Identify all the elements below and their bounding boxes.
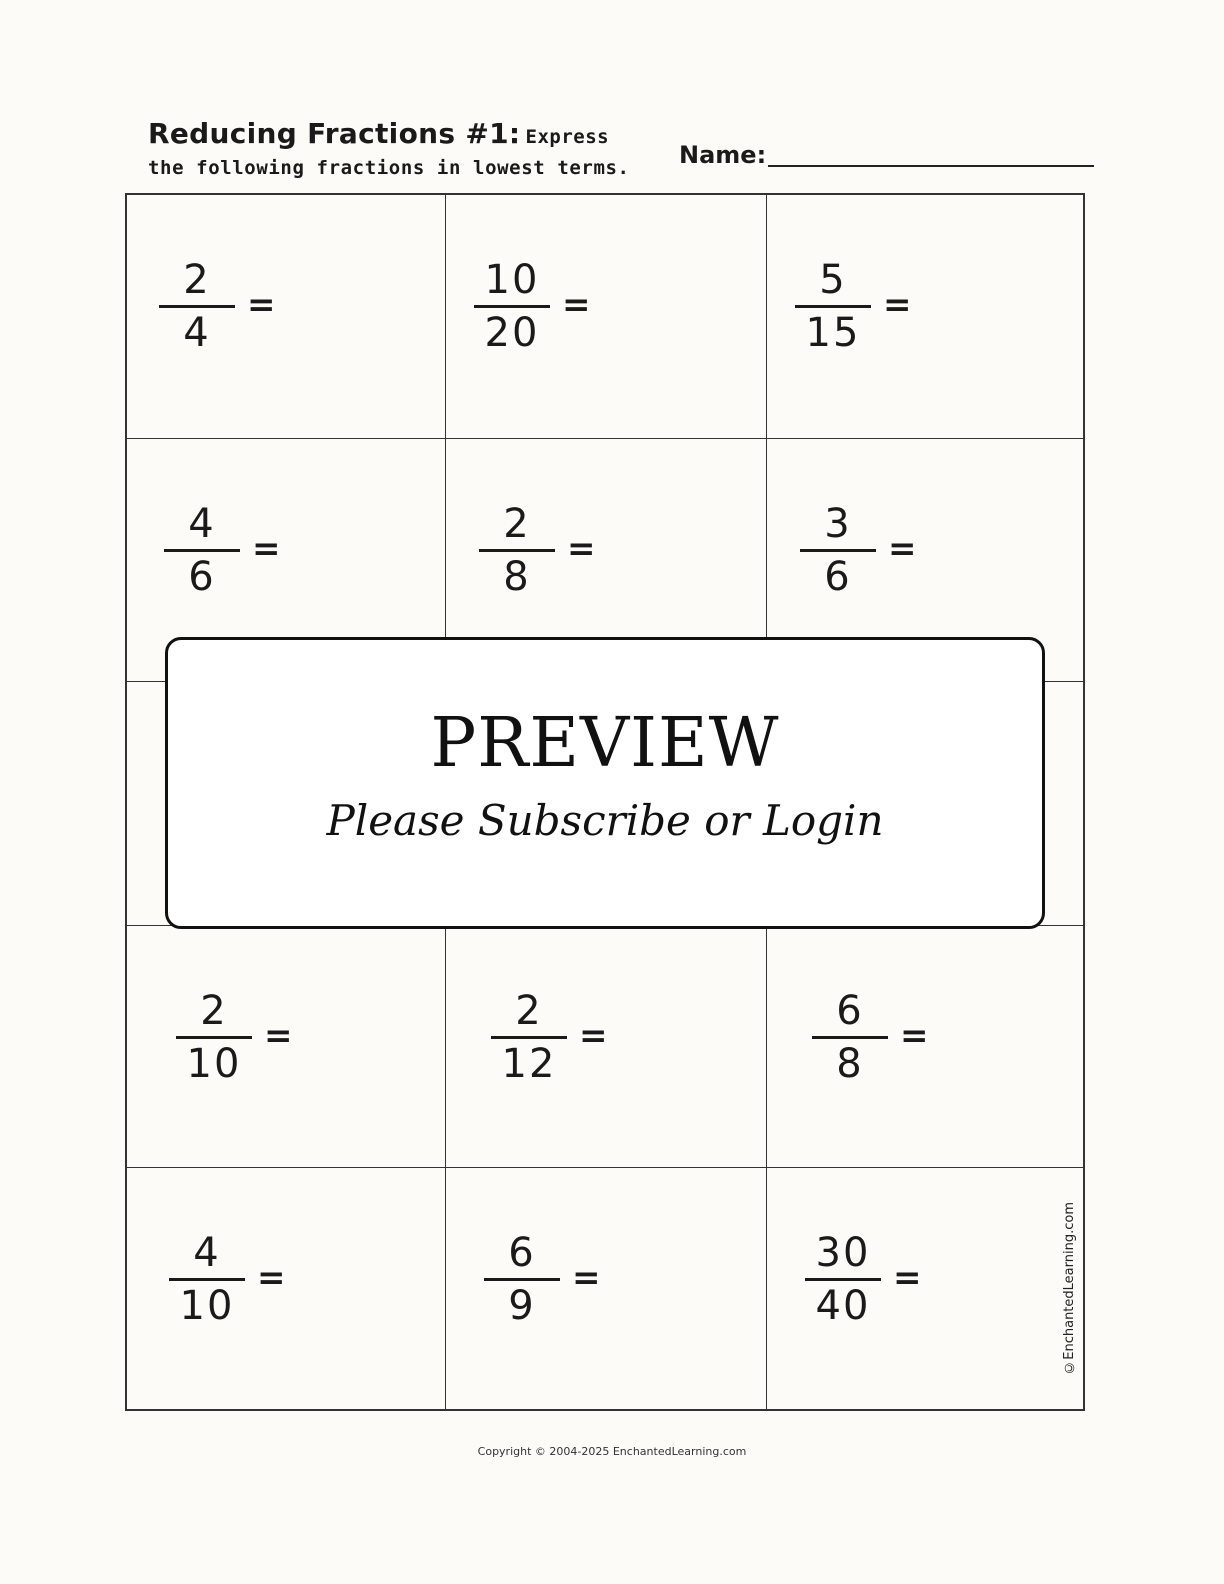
equals-sign: = — [562, 284, 591, 325]
denominator: 10 — [179, 1283, 235, 1329]
equals-sign: = — [893, 1257, 922, 1298]
numerator: 4 — [193, 1230, 221, 1276]
equals-sign: = — [567, 528, 596, 569]
problem-cell — [446, 1168, 767, 1409]
fraction-bar — [812, 1036, 888, 1039]
problem-cell — [127, 195, 446, 439]
numerator: 5 — [819, 257, 847, 303]
subscribe-login-prompt[interactable]: Please Subscribe or Login — [326, 796, 884, 845]
equals-sign: = — [264, 1015, 293, 1056]
numerator: 4 — [188, 501, 216, 547]
fraction — [484, 1230, 601, 1329]
denominator: 8 — [836, 1041, 864, 1087]
fraction — [805, 1230, 922, 1329]
equals-sign: = — [572, 1257, 601, 1298]
fraction-bar — [169, 1278, 245, 1281]
fraction-bar — [805, 1278, 881, 1281]
fraction — [491, 988, 608, 1087]
fraction — [159, 257, 276, 356]
fraction-bar — [479, 549, 555, 552]
denominator: 4 — [183, 310, 211, 356]
equals-sign: = — [900, 1015, 929, 1056]
worksheet-header — [148, 116, 668, 180]
problem-cell — [127, 1168, 446, 1409]
title-line — [148, 116, 668, 156]
numerator: 10 — [484, 257, 540, 303]
numerator: 6 — [508, 1230, 536, 1276]
fraction — [812, 988, 929, 1087]
equals-sign: = — [883, 284, 912, 325]
problem-cell — [767, 926, 1083, 1168]
equals-sign: = — [247, 284, 276, 325]
problem-cell — [127, 926, 446, 1168]
problem-cell — [767, 1168, 1083, 1409]
name-blank-line — [768, 165, 1094, 167]
fraction-bar — [491, 1036, 567, 1039]
numerator: 2 — [183, 257, 211, 303]
denominator: 40 — [815, 1283, 871, 1329]
side-copyright-watermark: ©EnchantedLearning.com — [1062, 1202, 1077, 1375]
fraction — [800, 501, 917, 600]
numerator: 6 — [836, 988, 864, 1034]
fraction — [164, 501, 281, 600]
denominator: 6 — [824, 554, 852, 600]
fraction — [176, 988, 293, 1087]
preview-overlay[interactable] — [165, 637, 1045, 929]
worksheet-title: Reducing Fractions #1: — [148, 117, 521, 150]
problem-cell — [767, 195, 1083, 439]
fraction — [169, 1230, 286, 1329]
fraction-bar — [474, 305, 550, 308]
fraction-bar — [800, 549, 876, 552]
preview-title: PREVIEW — [430, 704, 780, 783]
fraction-bar — [164, 549, 240, 552]
problem-cell — [446, 195, 767, 439]
equals-sign: = — [888, 528, 917, 569]
numerator: 2 — [503, 501, 531, 547]
equals-sign: = — [252, 528, 281, 569]
fraction — [795, 257, 912, 356]
fraction-bar — [176, 1036, 252, 1039]
problem-cell — [446, 926, 767, 1168]
fraction — [474, 257, 591, 356]
denominator: 6 — [188, 554, 216, 600]
instruction-text: the following fractions in lowest terms. — [148, 157, 630, 179]
footer-copyright: Copyright © 2004-2025 EnchantedLearning.com — [477, 1445, 747, 1458]
denominator: 20 — [484, 310, 540, 356]
fraction-bar — [795, 305, 871, 308]
fraction-bar — [159, 305, 235, 308]
denominator: 15 — [805, 310, 861, 356]
denominator: 8 — [503, 554, 531, 600]
numerator: 3 — [824, 501, 852, 547]
name-label: Name: — [679, 141, 767, 169]
fraction-bar — [484, 1278, 560, 1281]
name-field — [679, 140, 1094, 170]
denominator: 10 — [186, 1041, 242, 1087]
equals-sign: = — [579, 1015, 608, 1056]
fraction — [479, 501, 596, 600]
denominator: 12 — [501, 1041, 557, 1087]
numerator: 2 — [200, 988, 228, 1034]
instruction-text-start: Express — [525, 126, 610, 148]
numerator: 30 — [815, 1230, 871, 1276]
denominator: 9 — [508, 1283, 536, 1329]
equals-sign: = — [257, 1257, 286, 1298]
numerator: 2 — [515, 988, 543, 1034]
